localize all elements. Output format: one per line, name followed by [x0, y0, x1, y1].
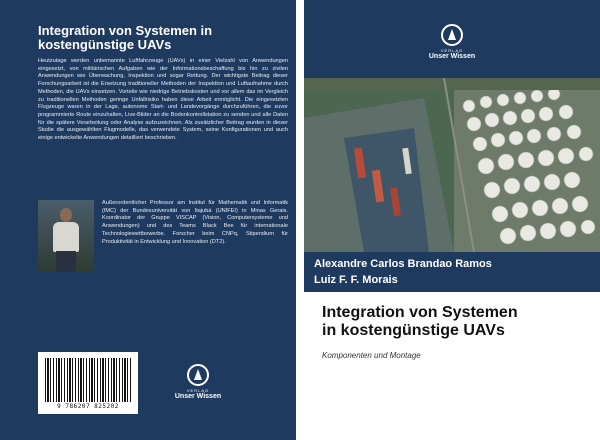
publisher-logo-icon [441, 24, 463, 46]
publisher-logo-name: Unser Wissen [174, 393, 222, 400]
back-cover-title: Integration von Systemen in kostengünstige UAVs [38, 23, 213, 52]
author-photo-body [53, 222, 79, 252]
author-name-2: Luiz F. F. Morais [314, 274, 398, 286]
front-cover-subtitle: Komponenten und Montage [322, 351, 421, 360]
front-header-band [304, 16, 600, 78]
author-photo [38, 200, 94, 272]
publisher-logo-name: Unser Wissen [428, 53, 476, 60]
author-name-1: Alexandre Carlos Brandao Ramos [314, 258, 492, 270]
author-band [304, 252, 600, 292]
isbn-barcode [38, 352, 138, 414]
front-cover [304, 0, 600, 440]
aerial-port-illustration [304, 78, 600, 252]
publisher-logo-icon [187, 364, 209, 386]
author-photo-legs [56, 251, 76, 272]
front-cover-title: Integration von Systemen in kostengünstige UAVs [322, 304, 518, 339]
barcode-digits: 9 786207 825202 [57, 403, 119, 410]
front-top-bar [304, 0, 600, 16]
author-photo-head [60, 208, 72, 222]
author-bio: Außerordentlicher Professor am Institut für Mathematik und Informatik (IMC) der Bundesuniversität von Itajubá (UNIFEI) in Minas Gerais. Koordinator der Gruppe VISCAP (Vision, Computersysteme und Anwendungen) und des Teams Black Bee für internationale Technologiewettbewerbe. Forscher beim CNPq, Stipendium für Produktivität in Entwicklung und Innovation (DT2). [102, 200, 288, 245]
cover-aerial-photo [304, 78, 600, 252]
publisher-logo-small-text: VERLAG [440, 48, 464, 53]
back-cover-abstract: Heutzutage werden unbemannte Luftfahrzeuge (UAVs) in einer Vielzahl von Anwendungen eingesetzt, von militärischen Aufgaben wie der Informationsbeschaffung bis hin zu zivilen Anwendungen wie Überwachung, Inspektion und sogar Rettung. Der wichtigste Beitrag dieser Forschungsarbeit ist die Ersetzung traditioneller Methoden der Inspektion und Luftaufnahme durch Methoden, die UAVs einsetzen. Vorteile wie niedrige Betriebskosten und vor allem das im Vergleich zu traditionellen Methoden geringe Unfallrisiko haben diese Arbeit ermöglicht. Die eingesetzten Flugzeuge waren in der Lage, autonome Start- und Landevorgänge durchzuführen, die zuvor programmierte Route einzuhalten, Live-Bilder an die Bodenkontrollstation zu senden und alle Daten für die spätere Verarbeitung oder Analyse aufzuzeichnen. Als zusätzlicher Beitrag wurden in dieser Studie die ausgewählten Flugmodelle, das verwendete System, seine Konfigurationen und auch einige entwickelte Anwendungen detailliert beschrieben. [38, 58, 288, 142]
back-cover [0, 0, 296, 440]
spine [296, 0, 304, 440]
barcode-bars [45, 358, 131, 402]
publisher-logo-small-text: VERLAG [186, 388, 210, 393]
